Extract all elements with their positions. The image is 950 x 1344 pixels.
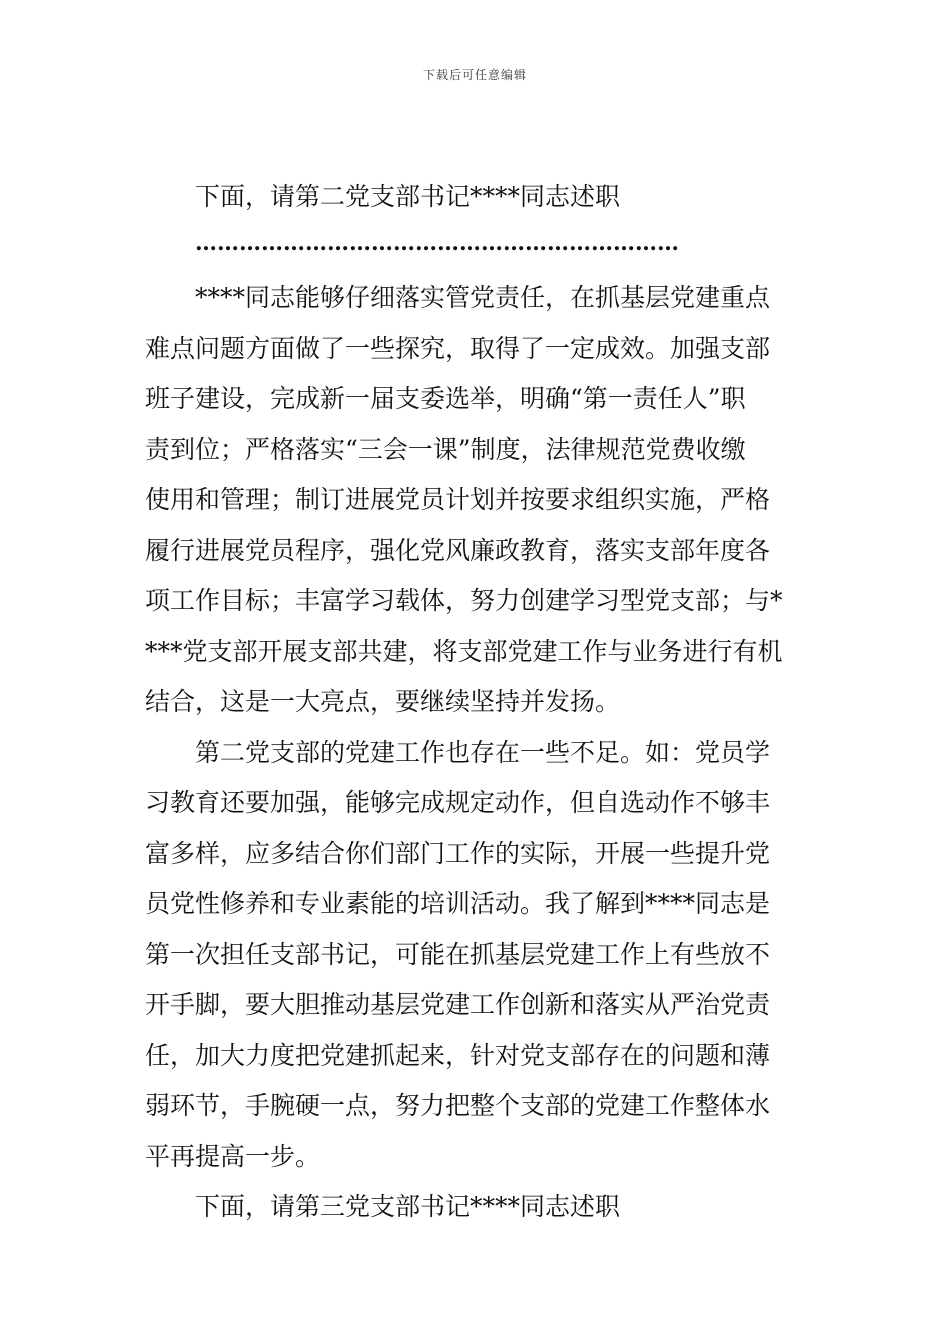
paragraph-line: 项工作目标；丰富学习载体，努力创建学习型党支部；与* xyxy=(145,586,783,615)
paragraph-line: 平再提高一步。 xyxy=(145,1141,321,1171)
paragraph-line: 开手脚，要大胆推动基层党建工作创新和落实从严治党责 xyxy=(145,990,771,1019)
paragraph-line: 第二党支部的党建工作也存在一些不足。如：党员学 xyxy=(195,737,771,767)
paragraph-line: 任，加大力度把党建抓起来，针对党支部存在的问题和薄 xyxy=(145,1040,771,1070)
paragraph-line: 履行进展党员程序，强化党风廉政教育，落实支部年度各 xyxy=(145,535,771,565)
ellipsis-divider: ………………………………………………………… xyxy=(195,229,679,256)
paragraph-line: 使用和管理；制订进展党员计划并按要求组织实施，严格 xyxy=(145,485,771,514)
page-header-note: 下载后可任意编辑 xyxy=(422,68,527,82)
paragraph-line: ****同志能够仔细落实管党责任，在抓基层党建重点 xyxy=(195,283,771,312)
paragraph-line: ***党支部开展支部共建，将支部党建工作与业务进行有机 xyxy=(145,636,783,666)
intro-third-branch: 下面，请第三党支部书记****同志述职 xyxy=(195,1192,621,1221)
paragraph-line: 员党性修养和专业素能的培训活动。我了解到****同志是 xyxy=(145,889,771,918)
paragraph-line: 班子建设，完成新一届支委选举，明确“第一责任人”职 xyxy=(145,384,746,413)
paragraph-line: 第一次担任支部书记，可能在抓基层党建工作上有些放不 xyxy=(145,939,771,969)
paragraph-line: 结合，这是一大亮点，要继续坚持并发扬。 xyxy=(145,687,621,716)
paragraph-evaluation xyxy=(145,273,810,728)
paragraph-shortcomings xyxy=(145,728,810,1183)
paragraph-line: 责到位；严格落实“三会一课”制度，法律规范党费收缴 xyxy=(145,434,746,464)
intro-second-branch: 下面，请第二党支部书记****同志述职 xyxy=(195,182,621,211)
document-body xyxy=(145,172,810,1233)
paragraph-line: 难点问题方面做了一些探究，取得了一定成效。加强支部 xyxy=(145,333,771,363)
paragraph-line: 富多样，应多结合你们部门工作的实际，开展一些提升党 xyxy=(145,838,771,868)
paragraph-line: 习教育还要加强，能够完成规定动作，但自选动作不够丰 xyxy=(145,788,771,817)
paragraph-line: 弱环节，手腕硬一点，努力把整个支部的党建工作整体水 xyxy=(145,1091,771,1120)
